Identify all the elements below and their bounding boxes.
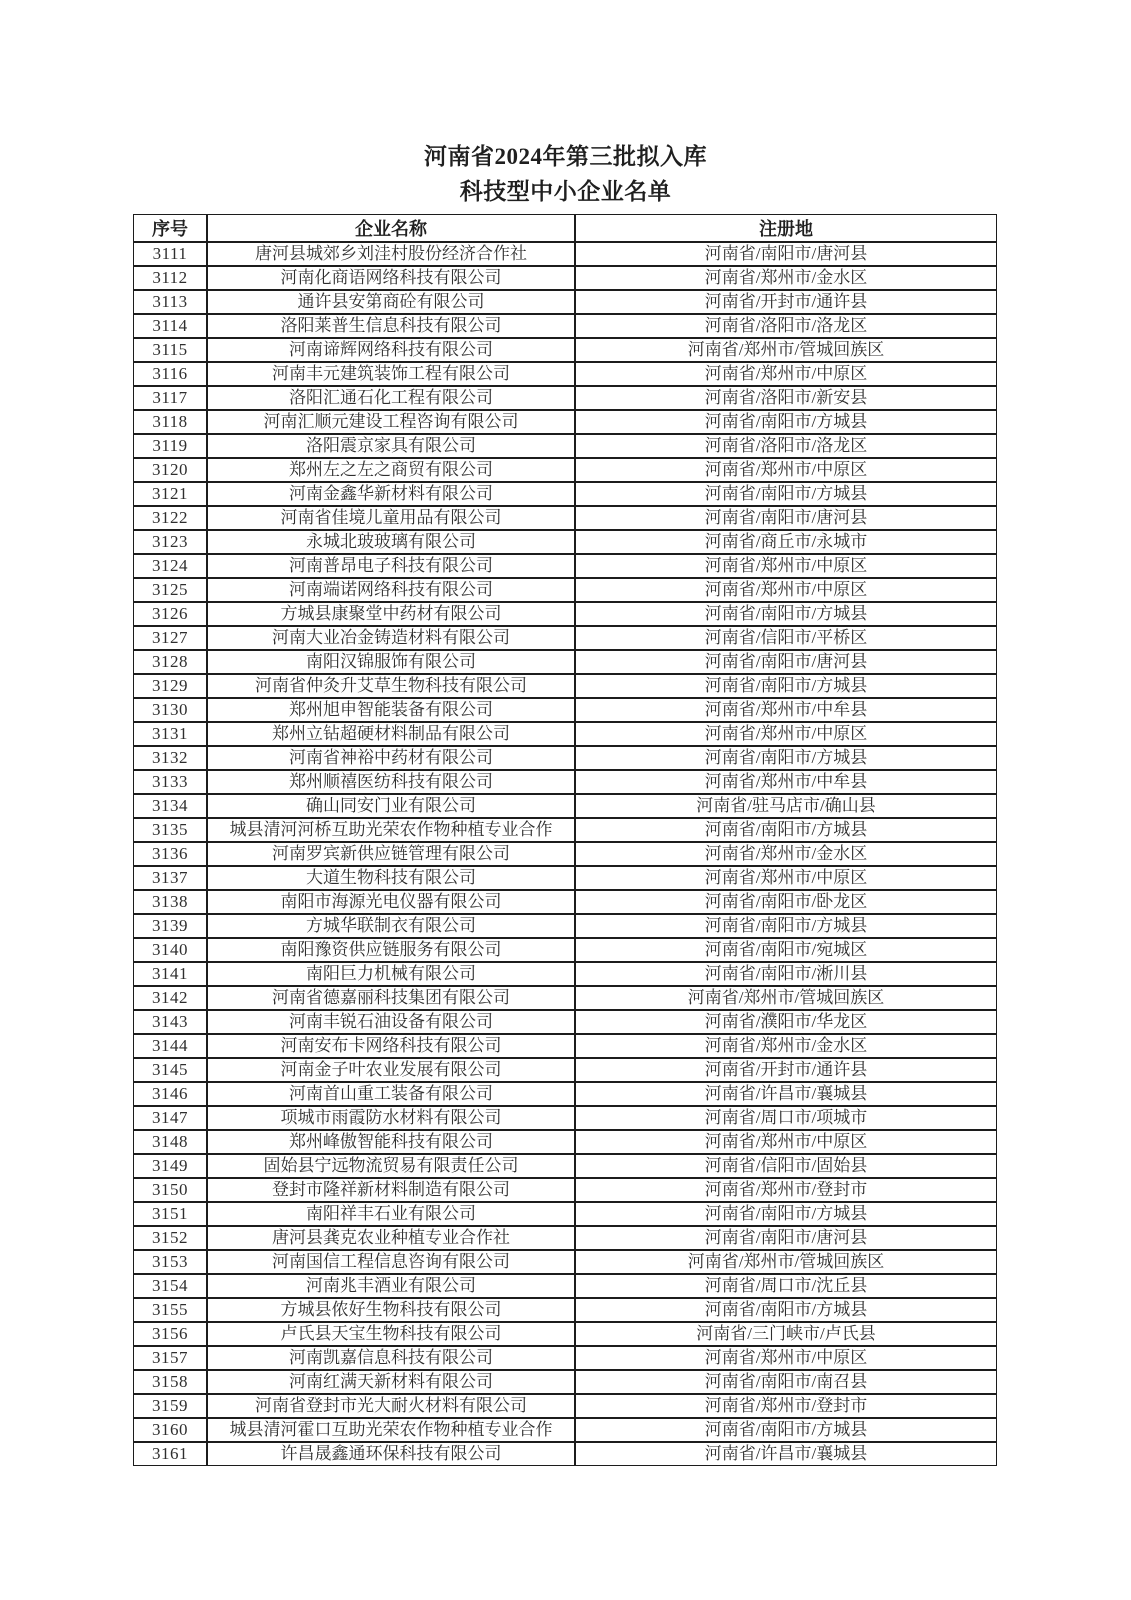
table-row: [133, 1154, 997, 1178]
company-name-cell: 河南国信工程信息咨询有限公司: [207, 1250, 575, 1274]
table-row: [133, 386, 997, 410]
company-name-cell: 河南丰元建筑装饰工程有限公司: [207, 362, 575, 386]
registration-place-cell: 河南省/驻马店市/确山县: [575, 794, 997, 818]
row-index: 3126: [133, 602, 207, 626]
row-index: 3130: [133, 698, 207, 722]
table-row: [133, 314, 997, 338]
table-row: [133, 914, 997, 938]
registration-place-cell: 河南省/南阳市/唐河县: [575, 1226, 997, 1250]
company-name-cell: 固始县宁远物流贸易有限责任公司: [207, 1154, 575, 1178]
table-row: [133, 1226, 997, 1250]
table-row: [133, 938, 997, 962]
row-index: 3121: [133, 482, 207, 506]
company-name-cell: 河南省登封市光大耐火材料有限公司: [207, 1394, 575, 1418]
registration-place-cell: 河南省/南阳市/方城县: [575, 1418, 997, 1442]
registration-place-cell: 河南省/南阳市/方城县: [575, 1298, 997, 1322]
company-name-cell: 唐河县城郊乡刘洼村股份经济合作社: [207, 242, 575, 266]
row-index: 3111: [133, 242, 207, 266]
row-index: 3136: [133, 842, 207, 866]
registration-place-cell: 河南省/开封市/通许县: [575, 290, 997, 314]
row-index: 3133: [133, 770, 207, 794]
registration-place-cell: 河南省/信阳市/固始县: [575, 1154, 997, 1178]
table-row: [133, 1178, 997, 1202]
row-index: 3135: [133, 818, 207, 842]
company-name-cell: 河南安布卡网络科技有限公司: [207, 1034, 575, 1058]
row-index: 3129: [133, 674, 207, 698]
registration-place-cell: 河南省/南阳市/宛城区: [575, 938, 997, 962]
registration-place-cell: 河南省/南阳市/方城县: [575, 674, 997, 698]
company-name-cell: 方城县康聚堂中药材有限公司: [207, 602, 575, 626]
registration-place-cell: 河南省/南阳市/唐河县: [575, 650, 997, 674]
company-name-cell: 永城北玻玻璃有限公司: [207, 530, 575, 554]
company-name-cell: 河南金鑫华新材料有限公司: [207, 482, 575, 506]
row-index: 3160: [133, 1418, 207, 1442]
table-row: [133, 842, 997, 866]
page-title-line1: 河南省2024年第三批拟入库: [424, 144, 707, 169]
registration-place-cell: 河南省/南阳市/方城县: [575, 410, 997, 434]
table-row: [133, 698, 997, 722]
table-row: [133, 650, 997, 674]
company-table: [133, 214, 997, 1466]
registration-place-cell: 河南省/南阳市/方城县: [575, 1202, 997, 1226]
row-index: 3151: [133, 1202, 207, 1226]
company-name-cell: 城县清河河桥互助光荣农作物种植专业合作: [207, 818, 575, 842]
company-name-cell: 河南省佳境儿童用品有限公司: [207, 506, 575, 530]
table-row: [133, 362, 997, 386]
company-name-cell: 河南红满天新材料有限公司: [207, 1370, 575, 1394]
row-index: 3118: [133, 410, 207, 434]
row-index: 3150: [133, 1178, 207, 1202]
registration-place-cell: 河南省/郑州市/金水区: [575, 266, 997, 290]
table-row: [133, 962, 997, 986]
registration-place-cell: 河南省/南阳市/方城县: [575, 746, 997, 770]
table-row: [133, 626, 997, 650]
company-name-cell: 郑州左之左之商贸有限公司: [207, 458, 575, 482]
company-name-cell: 卢氏县天宝生物科技有限公司: [207, 1322, 575, 1346]
table-row: [133, 794, 997, 818]
table-row: [133, 410, 997, 434]
registration-place-cell: 河南省/南阳市/唐河县: [575, 506, 997, 530]
registration-place-cell: 河南省/郑州市/中原区: [575, 1130, 997, 1154]
company-name-cell: 河南兆丰酒业有限公司: [207, 1274, 575, 1298]
table-row: [133, 1130, 997, 1154]
table-row: [133, 458, 997, 482]
company-name-cell: 南阳巨力机械有限公司: [207, 962, 575, 986]
company-name-cell: 大道生物科技有限公司: [207, 866, 575, 890]
table-row: [133, 770, 997, 794]
registration-place-cell: 河南省/信阳市/平桥区: [575, 626, 997, 650]
company-name-cell: 河南省神裕中药材有限公司: [207, 746, 575, 770]
registration-place-cell: 河南省/南阳市/唐河县: [575, 242, 997, 266]
company-name-cell: 方城县侬好生物科技有限公司: [207, 1298, 575, 1322]
row-index: 3123: [133, 530, 207, 554]
row-index: 3152: [133, 1226, 207, 1250]
table-row: [133, 338, 997, 362]
row-index: 3113: [133, 290, 207, 314]
company-name-cell: 洛阳震京家具有限公司: [207, 434, 575, 458]
registration-place-cell: 河南省/南阳市/方城县: [575, 602, 997, 626]
company-name-cell: 确山同安门业有限公司: [207, 794, 575, 818]
page-title: [0, 139, 1131, 209]
row-index: 3146: [133, 1082, 207, 1106]
company-name-cell: 南阳汉锦服饰有限公司: [207, 650, 575, 674]
company-name-cell: 河南化商语网络科技有限公司: [207, 266, 575, 290]
registration-place-cell: 河南省/郑州市/登封市: [575, 1394, 997, 1418]
registration-place-cell: 河南省/郑州市/登封市: [575, 1178, 997, 1202]
registration-place-cell: 河南省/郑州市/中原区: [575, 1346, 997, 1370]
row-index: 3131: [133, 722, 207, 746]
table-row: [133, 1202, 997, 1226]
company-name-cell: 郑州旭申智能装备有限公司: [207, 698, 575, 722]
registration-place-cell: 河南省/南阳市/淅川县: [575, 962, 997, 986]
table-row: [133, 746, 997, 770]
row-index: 3149: [133, 1154, 207, 1178]
table-row: [133, 1058, 997, 1082]
registration-place-cell: 河南省/商丘市/永城市: [575, 530, 997, 554]
registration-place-cell: 河南省/周口市/项城市: [575, 1106, 997, 1130]
row-index: 3153: [133, 1250, 207, 1274]
registration-place-cell: 河南省/濮阳市/华龙区: [575, 1010, 997, 1034]
company-name-cell: 通许县安第商砼有限公司: [207, 290, 575, 314]
registration-place-cell: 河南省/周口市/沈丘县: [575, 1274, 997, 1298]
company-name-cell: 河南金子叶农业发展有限公司: [207, 1058, 575, 1082]
registration-place-cell: 河南省/南阳市/方城县: [575, 482, 997, 506]
company-name-cell: 项城市雨霞防水材料有限公司: [207, 1106, 575, 1130]
row-index: 3117: [133, 386, 207, 410]
table-row: [133, 722, 997, 746]
column-header-company-name: 企业名称: [207, 214, 575, 242]
registration-place-cell: 河南省/郑州市/中牟县: [575, 698, 997, 722]
row-index: 3145: [133, 1058, 207, 1082]
registration-place-cell: 河南省/南阳市/南召县: [575, 1370, 997, 1394]
company-name-cell: 唐河县龚克农业种植专业合作社: [207, 1226, 575, 1250]
registration-place-cell: 河南省/南阳市/方城县: [575, 914, 997, 938]
row-index: 3127: [133, 626, 207, 650]
registration-place-cell: 河南省/南阳市/方城县: [575, 818, 997, 842]
row-index: 3139: [133, 914, 207, 938]
registration-place-cell: 河南省/郑州市/中原区: [575, 578, 997, 602]
table-row: [133, 1322, 997, 1346]
table-row: [133, 578, 997, 602]
table-header: [133, 214, 997, 242]
registration-place-cell: 河南省/开封市/通许县: [575, 1058, 997, 1082]
table-row: [133, 1394, 997, 1418]
table-row: [133, 890, 997, 914]
company-name-cell: 郑州顺禧医纺科技有限公司: [207, 770, 575, 794]
company-name-cell: 洛阳汇通石化工程有限公司: [207, 386, 575, 410]
row-index: 3119: [133, 434, 207, 458]
registration-place-cell: 河南省/郑州市/中原区: [575, 458, 997, 482]
company-name-cell: 郑州峰傲智能科技有限公司: [207, 1130, 575, 1154]
registration-place-cell: 河南省/郑州市/中原区: [575, 722, 997, 746]
row-index: 3147: [133, 1106, 207, 1130]
registration-place-cell: 河南省/洛阳市/洛龙区: [575, 314, 997, 338]
table-row: [133, 242, 997, 266]
table-row: [133, 818, 997, 842]
row-index: 3114: [133, 314, 207, 338]
company-name-cell: 南阳豫资供应链服务有限公司: [207, 938, 575, 962]
table-row: [133, 602, 997, 626]
row-index: 3154: [133, 1274, 207, 1298]
registration-place-cell: 河南省/三门峡市/卢氏县: [575, 1322, 997, 1346]
company-name-cell: 河南凯嘉信息科技有限公司: [207, 1346, 575, 1370]
table-row: [133, 290, 997, 314]
row-index: 3125: [133, 578, 207, 602]
table-row: [133, 986, 997, 1010]
company-name-cell: 河南罗宾新供应链管理有限公司: [207, 842, 575, 866]
table-header-row: [133, 214, 997, 242]
company-name-cell: 河南谛辉网络科技有限公司: [207, 338, 575, 362]
row-index: 3159: [133, 1394, 207, 1418]
table-body: [133, 242, 997, 1466]
table-row: [133, 1082, 997, 1106]
row-index: 3161: [133, 1442, 207, 1466]
row-index: 3120: [133, 458, 207, 482]
registration-place-cell: 河南省/许昌市/襄城县: [575, 1082, 997, 1106]
registration-place-cell: 河南省/郑州市/金水区: [575, 842, 997, 866]
company-name-cell: 河南汇顺元建设工程咨询有限公司: [207, 410, 575, 434]
registration-place-cell: 河南省/郑州市/中原区: [575, 554, 997, 578]
registration-place-cell: 河南省/郑州市/中牟县: [575, 770, 997, 794]
page-title-line2: 科技型中小企业名单: [459, 179, 672, 204]
row-index: 3138: [133, 890, 207, 914]
registration-place-cell: 河南省/郑州市/管城回族区: [575, 986, 997, 1010]
table-row: [133, 1418, 997, 1442]
company-name-cell: 许昌晟鑫通环保科技有限公司: [207, 1442, 575, 1466]
row-index: 3144: [133, 1034, 207, 1058]
row-index: 3134: [133, 794, 207, 818]
company-name-cell: 河南普昂电子科技有限公司: [207, 554, 575, 578]
registration-place-cell: 河南省/郑州市/管城回族区: [575, 1250, 997, 1274]
registration-place-cell: 河南省/郑州市/管城回族区: [575, 338, 997, 362]
row-index: 3156: [133, 1322, 207, 1346]
table-row: [133, 554, 997, 578]
table-row: [133, 266, 997, 290]
company-name-cell: 登封市隆祥新材料制造有限公司: [207, 1178, 575, 1202]
row-index: 3143: [133, 1010, 207, 1034]
row-index: 3148: [133, 1130, 207, 1154]
registration-place-cell: 河南省/郑州市/中原区: [575, 866, 997, 890]
company-name-cell: 方城华联制衣有限公司: [207, 914, 575, 938]
table-row: [133, 866, 997, 890]
row-index: 3128: [133, 650, 207, 674]
company-name-cell: 城县清河霍口互助光荣农作物种植专业合作: [207, 1418, 575, 1442]
registration-place-cell: 河南省/洛阳市/新安县: [575, 386, 997, 410]
row-index: 3155: [133, 1298, 207, 1322]
registration-place-cell: 河南省/郑州市/金水区: [575, 1034, 997, 1058]
row-index: 3116: [133, 362, 207, 386]
row-index: 3115: [133, 338, 207, 362]
row-index: 3124: [133, 554, 207, 578]
table-row: [133, 1274, 997, 1298]
company-name-cell: 河南首山重工装备有限公司: [207, 1082, 575, 1106]
table-row: [133, 530, 997, 554]
row-index: 3112: [133, 266, 207, 290]
table-row: [133, 1106, 997, 1130]
table-row: [133, 674, 997, 698]
row-index: 3142: [133, 986, 207, 1010]
table-row: [133, 434, 997, 458]
column-header-registration-place: 注册地: [575, 214, 997, 242]
row-index: 3157: [133, 1346, 207, 1370]
row-index: 3132: [133, 746, 207, 770]
table-row: [133, 1010, 997, 1034]
row-index: 3137: [133, 866, 207, 890]
column-header-index: 序号: [133, 214, 207, 242]
table-row: [133, 1442, 997, 1466]
company-name-cell: 河南端诺网络科技有限公司: [207, 578, 575, 602]
table-row: [133, 1298, 997, 1322]
row-index: 3158: [133, 1370, 207, 1394]
company-name-cell: 河南大业冶金铸造材料有限公司: [207, 626, 575, 650]
table-row: [133, 1034, 997, 1058]
table-row: [133, 482, 997, 506]
company-name-cell: 河南省仲灸升艾草生物科技有限公司: [207, 674, 575, 698]
company-name-cell: 河南丰锐石油设备有限公司: [207, 1010, 575, 1034]
company-name-cell: 洛阳莱普生信息科技有限公司: [207, 314, 575, 338]
row-index: 3140: [133, 938, 207, 962]
table-row: [133, 1250, 997, 1274]
company-name-cell: 南阳祥丰石业有限公司: [207, 1202, 575, 1226]
company-name-cell: 南阳市海源光电仪器有限公司: [207, 890, 575, 914]
table-row: [133, 1346, 997, 1370]
company-name-cell: 河南省德嘉丽科技集团有限公司: [207, 986, 575, 1010]
row-index: 3122: [133, 506, 207, 530]
registration-place-cell: 河南省/许昌市/襄城县: [575, 1442, 997, 1466]
company-name-cell: 郑州立钻超硬材料制品有限公司: [207, 722, 575, 746]
row-index: 3141: [133, 962, 207, 986]
registration-place-cell: 河南省/南阳市/卧龙区: [575, 890, 997, 914]
table-row: [133, 1370, 997, 1394]
table-row: [133, 506, 997, 530]
registration-place-cell: 河南省/洛阳市/洛龙区: [575, 434, 997, 458]
registration-place-cell: 河南省/郑州市/中原区: [575, 362, 997, 386]
